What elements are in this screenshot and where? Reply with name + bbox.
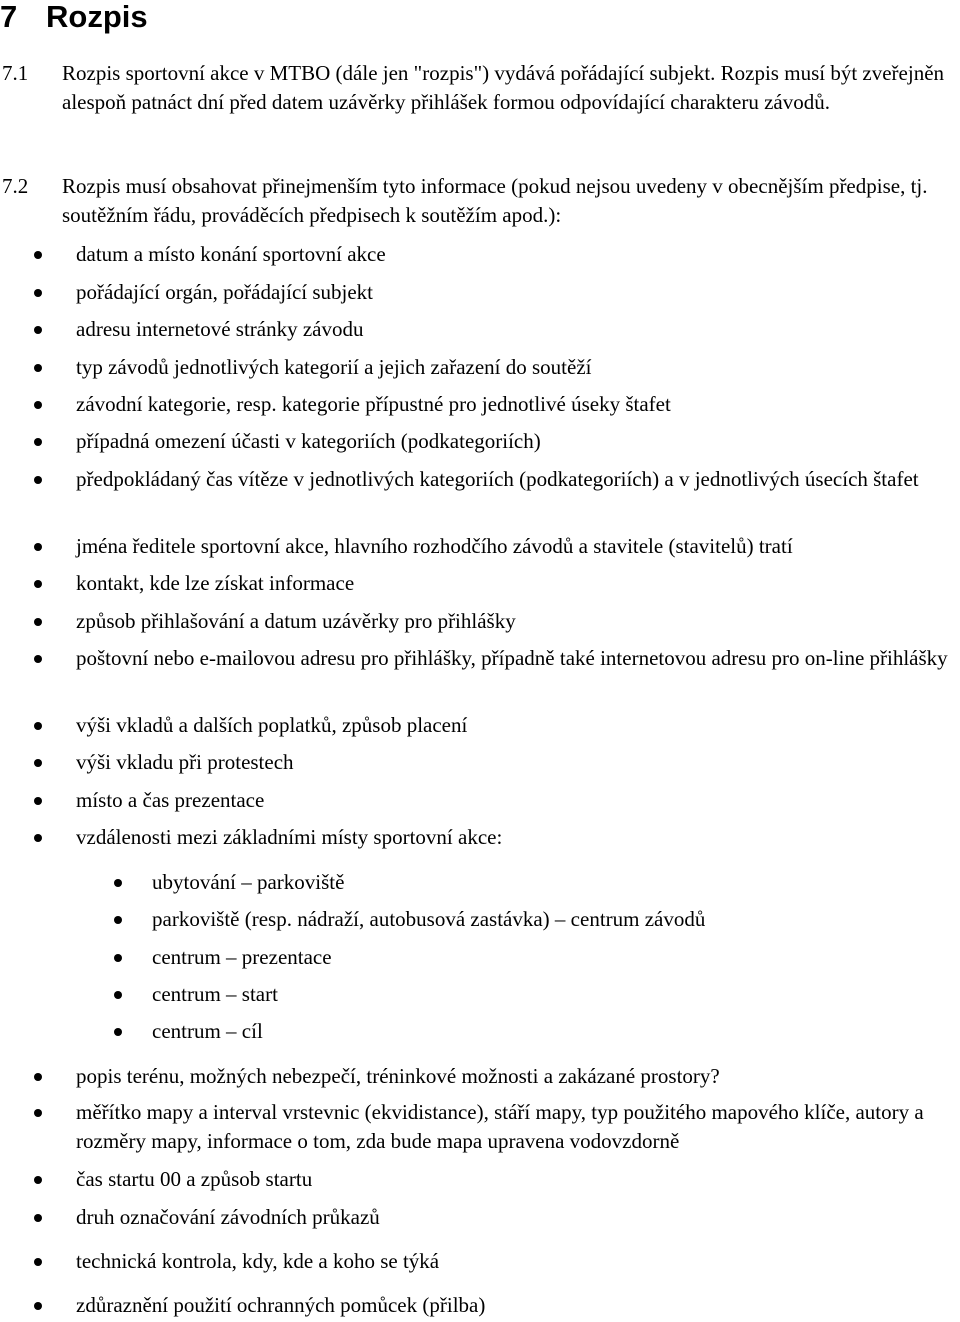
bullet-icon bbox=[114, 879, 122, 887]
bullet-icon bbox=[114, 954, 122, 962]
bullet-icon bbox=[34, 289, 42, 297]
list-item-text: popis terénu, možných nebezpečí, tréninkové možnosti a zakázané prostory? bbox=[76, 1064, 720, 1088]
bullet-icon bbox=[34, 797, 42, 805]
bullet-icon bbox=[34, 1176, 42, 1184]
list-item-text: technická kontrola, kdy, kde a koho se týká bbox=[76, 1249, 440, 1273]
sub-list-item-text: centrum – cíl bbox=[152, 1019, 263, 1043]
list-item-text: typ závodů jednotlivých kategorií a jejich zařazení do soutěží bbox=[76, 355, 592, 379]
paragraph-text: Rozpis musí obsahovat přinejmenším tyto informace (pokud nejsou uvedeny v obecnějším předpise, tj. soutěžním řádu, prováděcích předpisech k soutěžím apod.): bbox=[62, 174, 928, 227]
bullet-icon bbox=[34, 759, 42, 767]
bullet-icon bbox=[34, 722, 42, 730]
list-item-text: poštovní nebo e-mailovou adresu pro přihlášky, případně také internetovou adresu pro on-line přihlášky bbox=[76, 646, 948, 670]
list-item-text: zdůraznění použití ochranných pomůcek (přilba) bbox=[76, 1293, 486, 1317]
bullet-icon bbox=[34, 618, 42, 626]
paragraph-number: 7.1 bbox=[2, 61, 29, 85]
list-item-text: výši vkladů a dalších poplatků, způsob placení bbox=[76, 713, 468, 737]
list-item-text: kontakt, kde lze získat informace bbox=[76, 571, 355, 595]
list-item-text: předpokládaný čas vítěze v jednotlivých kategoriích (podkategoriích) a v jednotlivých úsecích štafet bbox=[76, 467, 919, 491]
list-item-text: měřítko mapy a interval vrstevnic (ekvidistance), stáří mapy, typ použitého mapového klíče, autory a rozměry mapy, informace o tom, zda bude mapa upravena vodovzdorně bbox=[76, 1100, 924, 1153]
sub-list-item-text: ubytování – parkoviště bbox=[152, 870, 345, 894]
sub-list-item-text: centrum – prezentace bbox=[152, 945, 332, 969]
list-item-text: pořádající orgán, pořádající subjekt bbox=[76, 280, 374, 304]
list-item-text: způsob přihlašování a datum uzávěrky pro přihlášky bbox=[76, 609, 516, 633]
section-heading bbox=[0, 0, 148, 34]
bullet-icon bbox=[34, 438, 42, 446]
bullet-icon bbox=[114, 916, 122, 924]
bullet-icon bbox=[34, 251, 42, 259]
bullet-icon bbox=[34, 543, 42, 551]
bullet-icon bbox=[34, 364, 42, 372]
list-item-text: druh označování závodních průkazů bbox=[76, 1205, 380, 1229]
bullet-icon bbox=[34, 655, 42, 663]
list-item-text: závodní kategorie, resp. kategorie přípustné pro jednotlivé úseky štafet bbox=[76, 392, 671, 416]
bullet-icon bbox=[114, 1028, 122, 1036]
sub-list-item-text: centrum – start bbox=[152, 982, 278, 1006]
list-item-text: výši vkladu při protestech bbox=[76, 750, 294, 774]
bullet-icon bbox=[34, 1214, 42, 1222]
list-item-text: případná omezení účasti v kategoriích (podkategoriích) bbox=[76, 429, 541, 453]
list-item-text: vzdálenosti mezi základními místy sportovní akce: bbox=[76, 825, 503, 849]
sub-list-item-text: parkoviště (resp. nádraží, autobusová zastávka) – centrum závodů bbox=[152, 907, 706, 931]
bullet-icon bbox=[34, 580, 42, 588]
section-number: 7 bbox=[0, 0, 18, 34]
bullet-icon bbox=[34, 401, 42, 409]
bullet-icon bbox=[34, 834, 42, 842]
bullet-icon bbox=[114, 991, 122, 999]
list-item-text: čas startu 00 a způsob startu bbox=[76, 1167, 313, 1191]
list-item-text: datum a místo konání sportovní akce bbox=[76, 242, 386, 266]
paragraph-number: 7.2 bbox=[2, 174, 29, 198]
bullet-icon bbox=[34, 1302, 42, 1310]
bullet-icon bbox=[34, 1109, 42, 1117]
bullet-icon bbox=[34, 476, 42, 484]
paragraph-7-1 bbox=[0, 59, 960, 117]
bullet-icon bbox=[34, 1258, 42, 1266]
paragraph-text: Rozpis sportovní akce v MTBO (dále jen "rozpis") vydává pořádající subjekt. Rozpis musí být zveřejněn alespoň patnáct dní před datem uzávěrky přihlášek formou odpovídající charakteru závodů. bbox=[62, 61, 945, 114]
bullet-icon bbox=[34, 326, 42, 334]
paragraph-7-2 bbox=[0, 172, 960, 230]
list-item-text: místo a čas prezentace bbox=[76, 788, 265, 812]
list-item-text: adresu internetové stránky závodu bbox=[76, 317, 364, 341]
section-title: Rozpis bbox=[46, 0, 148, 34]
list-item-text: jména ředitele sportovní akce, hlavního rozhodčího závodů a stavitele (stavitelů) tratí bbox=[76, 534, 793, 558]
bullet-icon bbox=[34, 1073, 42, 1081]
